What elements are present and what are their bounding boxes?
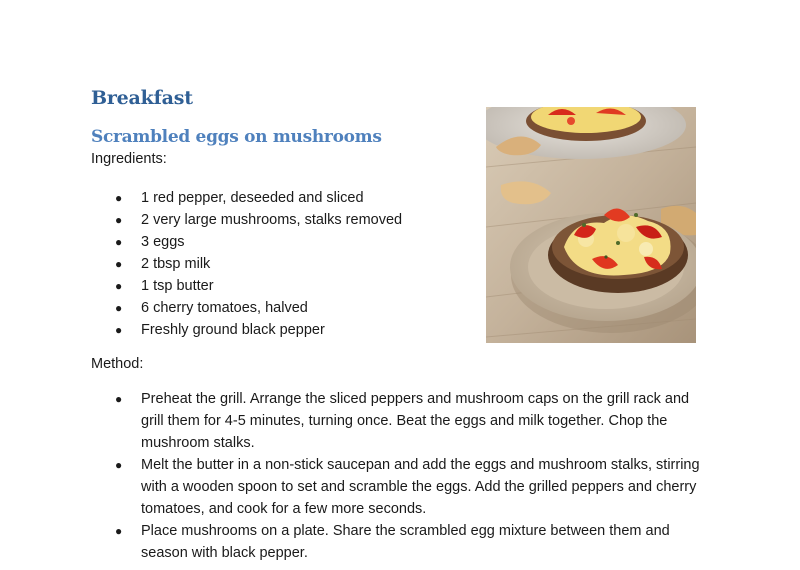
method-label: Method: [91,356,144,372]
ingredient-text: Freshly ground black pepper [141,322,325,338]
ingredient-item [113,319,473,341]
section-heading: Breakfast [91,87,193,109]
bullet-icon: ● [115,213,123,227]
stuffed-mushroom-photo-illustration [486,107,696,343]
ingredient-text: 2 very large mushrooms, stalks removed [141,212,403,228]
ingredient-text: 1 red pepper, deseeded and sliced [141,190,364,206]
method-step [113,454,713,520]
bullet-icon: ● [115,392,123,406]
bullet-icon: ● [115,279,123,293]
method-step [113,520,713,564]
ingredient-item [113,297,473,319]
recipe-title: Scrambled eggs on mushrooms [91,127,382,147]
ingredient-item [113,253,473,275]
bullet-icon: ● [115,235,123,249]
bullet-icon: ● [115,524,123,538]
method-step-text: Preheat the grill. Arrange the sliced peppers and mushroom caps on the grill rack and grill them for 4-5 minutes, turning once. Beat the eggs and milk together. Chop the mushroom stalks. [141,391,690,451]
ingredient-item [113,231,473,253]
bullet-icon: ● [115,257,123,271]
recipe-photo [486,107,696,343]
bullet-icon: ● [115,323,123,337]
method-step [113,388,713,454]
ingredient-text: 2 tbsp milk [141,256,211,272]
ingredient-item [113,187,473,209]
method-list [113,388,713,564]
ingredient-item [113,275,473,297]
ingredient-text: 6 cherry tomatoes, halved [141,300,308,316]
ingredient-text: 3 eggs [141,234,185,250]
bullet-icon: ● [115,301,123,315]
bullet-icon: ● [115,458,123,472]
ingredient-text: 1 tsp butter [141,278,214,294]
bullet-icon: ● [115,191,123,205]
method-step-text: Melt the butter in a non-stick saucepan and add the eggs and mushroom stalks, stirring with a wooden spoon to set and scramble the eggs. Add the grilled peppers and cherry tomatoes, and cook for a few more seconds. [141,457,700,517]
ingredient-list [113,187,473,341]
ingredients-label: Ingredients: [91,151,167,167]
ingredient-item [113,209,473,231]
method-step-text: Place mushrooms on a plate. Share the scrambled egg mixture between them and season with black pepper. [141,523,670,561]
